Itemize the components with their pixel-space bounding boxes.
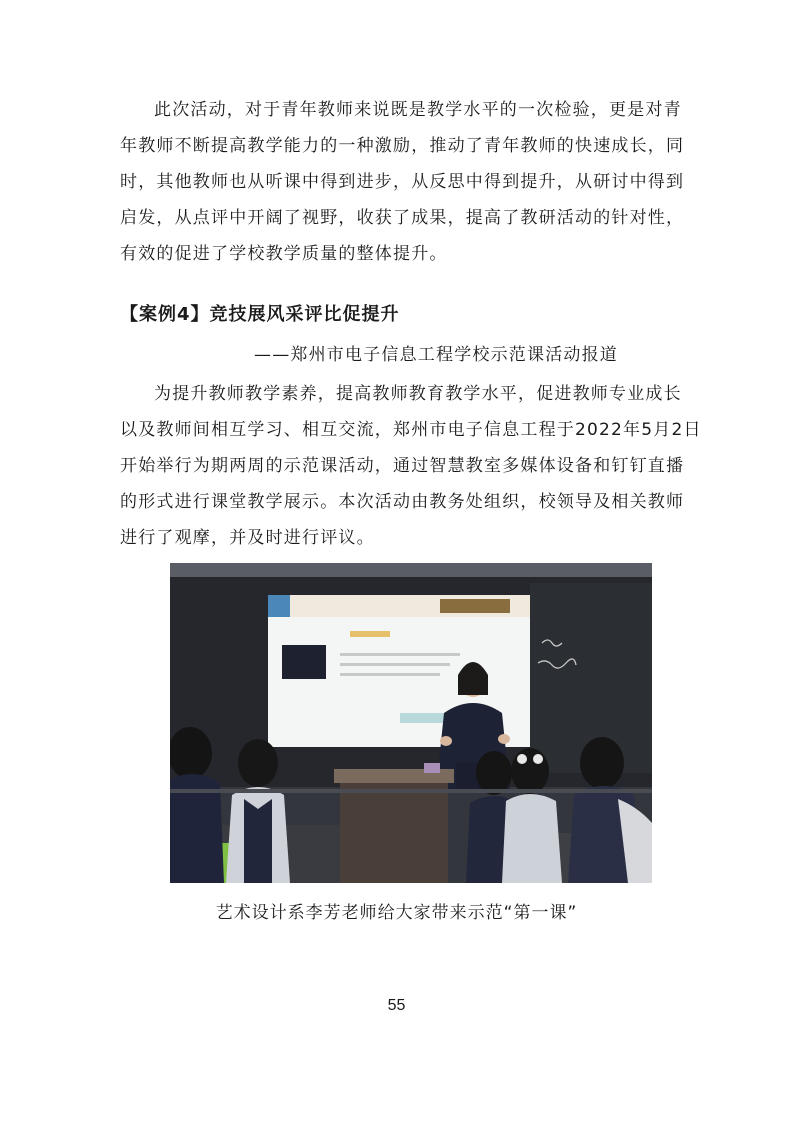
case-subtitle: ——郑州市电子信息工程学校示范课活动报道: [254, 345, 618, 365]
paragraph-line: 开始举行为期两周的示范课活动，通过智慧教室多媒体设备和钉钉直播: [120, 456, 685, 476]
paragraph-line: 此次活动，对于青年教师来说既是教学水平的一次检验，更是对青: [154, 100, 682, 120]
page-number: 55: [387, 997, 406, 1014]
paragraph-line: 进行了观摩，并及时进行评议。: [120, 528, 375, 548]
classroom-photo: [170, 563, 652, 883]
paragraph-line: 有效的促进了学校教学质量的整体提升。: [120, 244, 448, 264]
case-heading: 【案例4】竞技展风采评比促提升: [120, 304, 400, 325]
paragraph-line: 年教师不断提高教学能力的一种激励，推动了青年教师的快速成长，同: [120, 136, 685, 156]
paragraph-line: 时，其他教师也从听课中得到进步，从反思中得到提升，从研讨中得到: [120, 172, 685, 192]
case-paragraph: [120, 376, 700, 556]
paragraph-line: 启发，从点评中开阔了视野，收获了成果，提高了教研活动的针对性，: [120, 208, 685, 228]
paragraph-line: 的形式进行课堂教学展示。本次活动由教务处组织，校领导及相关教师: [120, 492, 685, 512]
paragraph-line: 为提升教师教学素养，提高教师教育教学水平，促进教师专业成长: [154, 384, 682, 404]
intro-paragraph: [120, 92, 700, 272]
paragraph-line: 以及教师间相互学习、相互交流，郑州市电子信息工程于2022年5月2日: [120, 420, 702, 440]
photo-caption: 艺术设计系李芳老师给大家带来示范“第一课”: [215, 903, 578, 923]
